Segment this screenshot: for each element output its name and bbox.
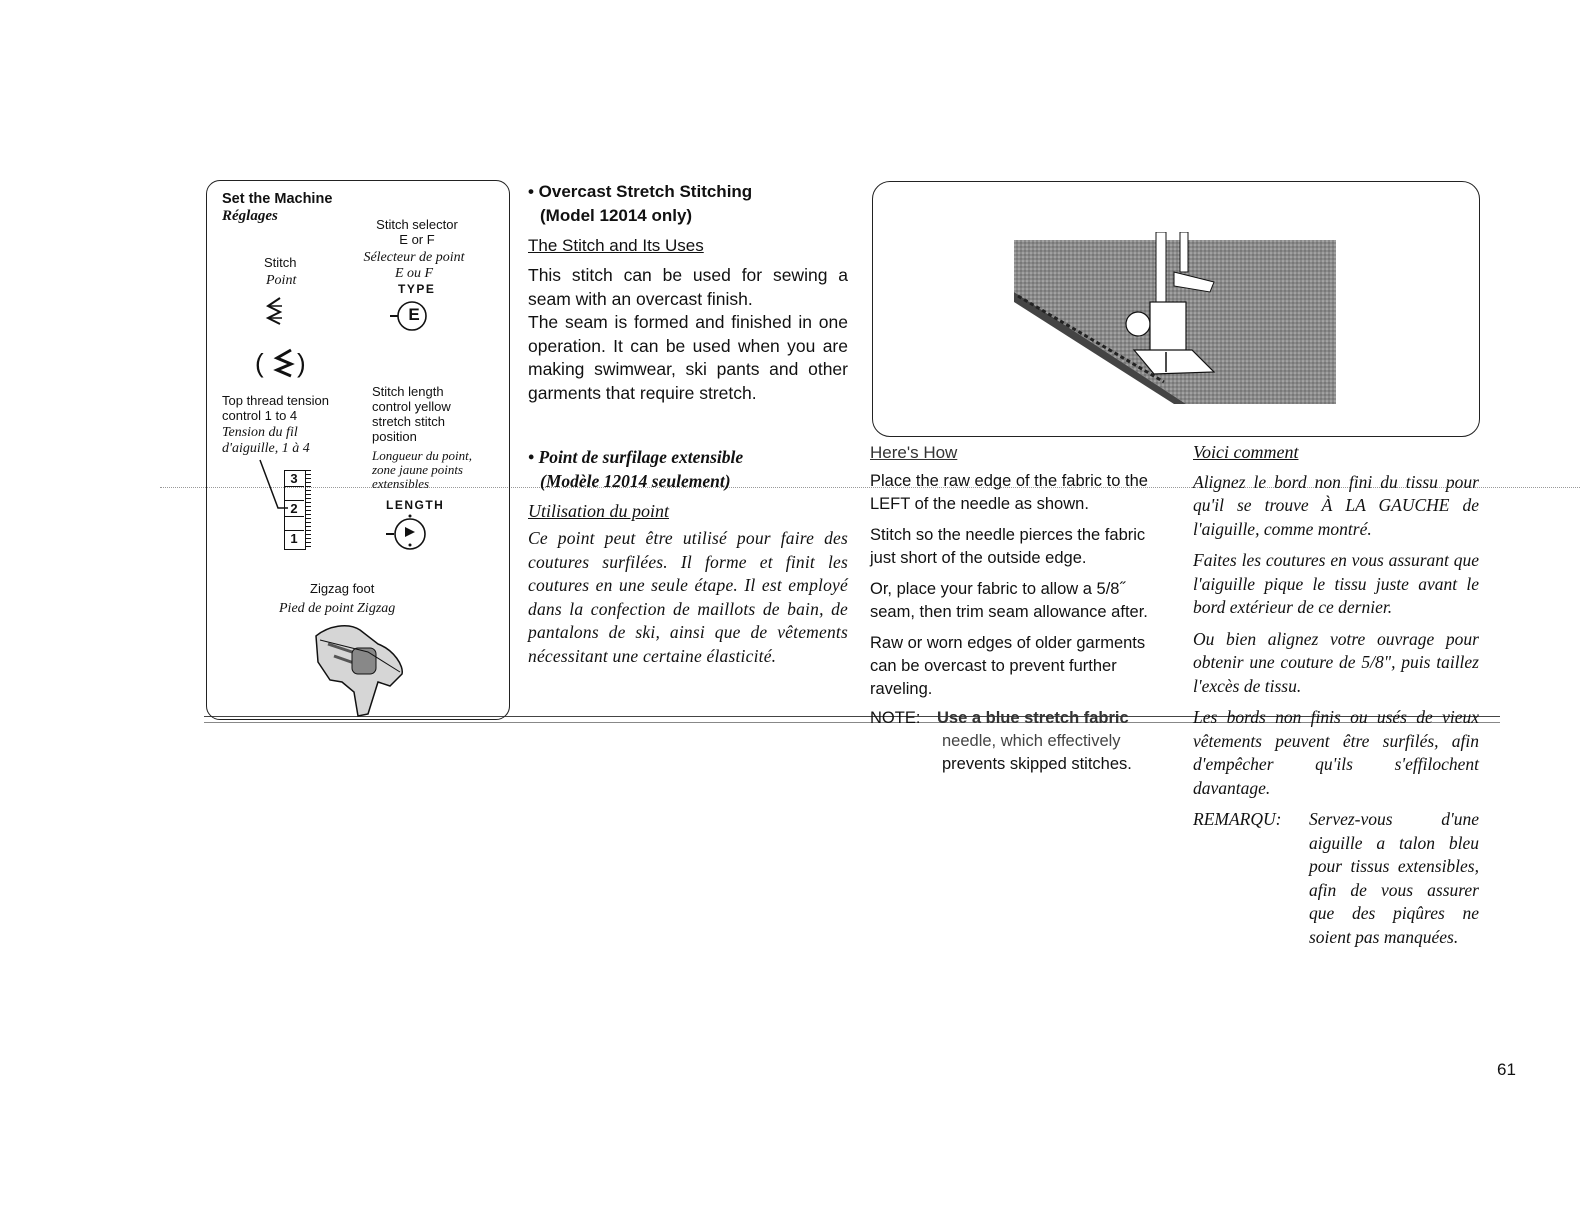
subheading-en: The Stitch and Its Uses: [528, 236, 704, 255]
note-text-en-2: needle, which effectively: [942, 732, 1121, 750]
stretch-stitch-pattern-icon: [258, 294, 292, 328]
howto-en-step-3: Or, place your fabric to allow a 5/8˝ seam, then trim seam allowance after.: [870, 580, 1148, 621]
tension-label-fr: Tension du fil d'aiguille, 1 à 4: [222, 425, 310, 456]
note-text-en-3: prevents skipped stitches.: [942, 755, 1132, 773]
howto-fr-column: [1193, 441, 1479, 949]
stitch-label-fr: Point: [266, 273, 297, 288]
howto-fr-step-2: Faites les coutures en vous assurant que l'aiguille pique le tissu juste avant le bord extérieur de ce dernier.: [1193, 550, 1479, 617]
stitch-selector-label-en: Stitch selector E or F: [376, 217, 458, 247]
tension-dial-ticks: [306, 470, 311, 548]
howto-en-note: [870, 707, 1166, 776]
stitch-selector-label-fr: Sélecteur de point E ou F: [363, 250, 465, 281]
subheading-fr: Utilisation du point: [528, 501, 670, 521]
length-label: LENGTH: [386, 498, 445, 512]
paragraph-en-1: This stitch can be used for sewing a seam with an overcast finish.: [528, 265, 848, 309]
section-heading-en: • Overcast Stretch Stitching (Model 12014 only): [528, 182, 753, 225]
page-number: 61: [1497, 1060, 1516, 1079]
paragraph-en-2: The seam is formed and finished in one operation. It can be used when you are making swimwear, ski pants and other garments that require stretch.: [528, 312, 848, 403]
tension-number-2: 2: [284, 500, 304, 517]
stitch-label-en: Stitch: [264, 255, 297, 270]
note-text-en-1: Use a blue stretch fabric: [937, 709, 1129, 727]
zigzag-foot-illustration: [308, 622, 408, 717]
alternate-stitch-pattern-icon: [255, 344, 315, 384]
overcast-stitching-illustration: [1014, 232, 1336, 404]
howto-fr-step-3: Ou bien alignez votre ouvrage pour obtenir une couture de 5/8", puis taillez l'excès de tissu.: [1193, 628, 1479, 696]
section-heading-fr: • Point de surfilage extensible (Modèle 12014 seulement): [528, 447, 744, 491]
stitch-length-label-fr: Longueur du point, zone jaune points extensibles: [372, 448, 473, 491]
zigzag-foot-label-fr: Pied de point Zigzag: [279, 601, 396, 616]
note-label-en: NOTE:: [870, 709, 921, 727]
howto-fr-note: [1193, 808, 1479, 949]
paragraph-fr: Ce point peut être utilisé pour faire des coutures surfilées. Il forme et finit les coutures en une seule étape. Il est employé dans la confection de maillots de bain, de pantalons de ski, ainsi que de vêtements nécessitant une certaine élasticité.: [528, 528, 848, 666]
stitch-length-label-en: Stitch length control yellow stretch stitch position: [372, 384, 451, 444]
tension-number-3: 3: [284, 471, 304, 487]
settings-title-en: Set the Machine: [222, 191, 333, 207]
howto-en-step-2: Stitch so the needle pierces the fabric just short of the outside edge.: [870, 526, 1146, 567]
type-letter: E: [408, 305, 420, 324]
tension-number-1: 1: [284, 530, 304, 546]
svg-text:(: (: [255, 348, 264, 378]
howto-fr-heading: Voici comment: [1193, 442, 1299, 462]
howto-fr-step-1: Alignez le bord non fini du tissu pour qu'il se trouve À LA GAUCHE de l'aiguille, comme montré.: [1193, 471, 1479, 539]
howto-en-heading: Here's How: [870, 443, 958, 462]
howto-en-column: [870, 441, 1166, 701]
settings-title-fr: Réglages: [222, 208, 278, 224]
type-selector-dial: [396, 298, 432, 334]
zigzag-foot-label-en: Zigzag foot: [310, 581, 375, 596]
howto-fr-step-4: Les bords non finis ou usés de vieux vêtements peuvent être surfilés, afin d'empêcher qu'ils s'effilochent davantage.: [1193, 707, 1479, 798]
note-label-fr: REMARQU:: [1193, 809, 1282, 829]
howto-en-step-1: Place the raw edge of the fabric to the LEFT of the needle as shown.: [870, 472, 1148, 513]
tension-label-en: Top thread tension control 1 to 4: [222, 393, 329, 423]
tension-pointer-line: [258, 458, 292, 518]
middle-column: [528, 180, 848, 668]
stitch-length-dial-icon: [384, 512, 440, 556]
type-label: TYPE: [398, 282, 436, 296]
svg-text:): ): [297, 348, 306, 378]
howto-en-step-4: Raw or worn edges of older garments can be overcast to prevent further raveling.: [870, 634, 1146, 698]
note-text-fr: Servez-vous d'une aiguille a talon bleu pour tissus extensibles, afin de vous assurer que des piqûres ne soient pas manquées.: [1309, 809, 1479, 947]
